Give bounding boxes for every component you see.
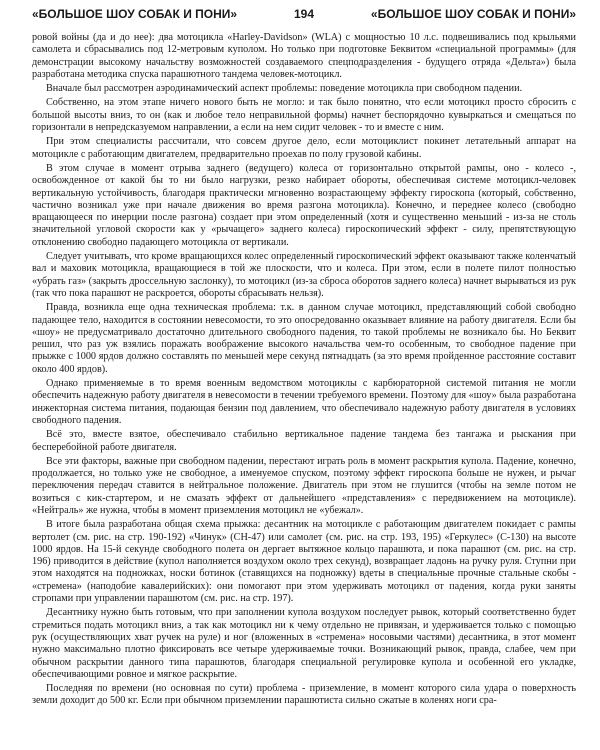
paragraph: В этом случае в момент отрыва заднего (ведущего) колеса от горизонтально открытой рампы, оно - колесо -, освобожденное от какой бы то ни было нагрузки, резко набирает обороты, обеспечивая системе мотоцикл-человек вертикальную устойчивость, благодаря практически мгновенно возрастающему эффекту гироскопа (который, собственно, частично возникал уже при начале движения во время разгона мотоцикла). Конечно, и переднее колесо (свободно вращающееся по инерции после разгона) создает при этом определенный (хотя и существенно меньший - из-за не столь значительной угловой скорости как у «рычащего» заднего колеса) гироскопический эффект - силу, препятствующую отклонению свободно падающего мотоцикла от вертикали.	[32, 162, 576, 248]
paragraph: Следует учитывать, что кроме вращающихся колес определенный гироскопический эффект оказывают также коленчатый вал и маховик мотоцикла, вращающиеся в той же плоскости, что и колеса. При этом, если в полете пилот полностью «убрать газ» (закрыть дроссельную заслонку), то мотоцикл (из-за сброса оборотов заднего колеса) начнет вырываться из рук (так что пока парашют не раскроется, обороты сбрасывать нельзя).	[32, 251, 576, 299]
paragraph: При этом специалисты рассчитали, что совсем другое дело, если мотоциклист покинет летательный аппарат на мотоцикле с работающим двигателем, предварительно проехав по полу грузовой кабины.	[32, 136, 576, 160]
body-text	[32, 32, 576, 708]
page-number: 194	[293, 7, 315, 21]
running-header	[32, 7, 576, 23]
header-right-title: «БОЛЬШОЕ ШОУ СОБАК И ПОНИ»	[370, 7, 576, 21]
paragraph: ровой войны (да и до нее): два мотоцикла «Harley-Davidson» (WLA) с мощностью 10 л.с. подвешивались под крыльями самолета и сбрасывались под 12-метровым куполом. Но только при подготовке Беквитом «специальной программы» (для демонстрации высокому начальству возможностей создаваемого спецподразделения - будущего отряда «Дельта») была разработана методика спуска парашютного тандема человек-мотоцикл.	[32, 32, 576, 80]
paragraph: Вначале был рассмотрен аэродинамический аспект проблемы: поведение мотоцикла при свободном падении.	[46, 83, 523, 95]
paragraph: Правда, возникла еще одна техническая проблема: т.к. в данном случае мотоцикл, представляющий собой свободно падающее тело, находится в состоянии невесомости, то это опосредованно оказывает влияние на работу двигателя. Если бы «шоу» не предусматривало достаточно длительного свободного падения, то такой проблемы не возникало бы. Но Беквит решил, что раз уж взялись поражать воображение высокого начальства чем-то особенным, то свободное падение при прыжке с 1000 ярдов должно составлять по меньшей мере секунд пятнадцать (за это время пройденное расстояние составит около 400 ярдов).	[32, 302, 576, 375]
paragraph: В итоге была разработана общая схема прыжка: десантник на мотоцикле с работающим двигателем покидает с рампы вертолет (см. рис. на стр. 190-192) «Чинук» (CH-47) или самолет (см. рис. на стр. 193, 195) «Геркулес» (C-130) на высоте 1000 ярдов. На 15-й секунде свободного полета он дергает вытяжное кольцо парашюта, и пока парашют (см. рис. на стр. 196) приводится в действие (купол наполняется воздухом около трех секунд), возвращает ладонь на ручку руля. Ступни при этом находятся на подножках, носки ботинок (ставящихся на подножку) вдеты в специальные прочные стальные скобы - «стремена» (наподобие кавалерийских): они помогают при этом удерживать мотоцикл от падения, когда руки заняты стропами при управлении парашютом (см. рис. на стр. 197).	[32, 519, 576, 605]
header-left-title: «БОЛЬШОЕ ШОУ СОБАК И ПОНИ»	[32, 7, 238, 21]
paragraph: Все эти факторы, важные при свободном падении, перестают играть роль в момент раскрытия купола. Падение, конечно, продолжается, но только уже не свободное, а именуемое спуском, поэтому эффект гироскопа больше не нужен, и рычаг переключения передач ставится в нейтральное положение. Двигатель при этом не глушится (чтобы на земле потом не возиться с кик-стартером, и не смазать эффект от дальнейшего «представления» с передвижением на мотоцикле). «Нейтраль» же нужна, чтобы в момент приземления мотоцикл не «убежал».	[32, 455, 576, 516]
paragraph: Однако применяемые в то время военным ведомством мотоциклы с карбюраторной системой питания не могли обеспечить надежную работу двигателя в невесомости в течении требуемого времени. Поэтому для «шоу» была разработана инжекторная система питания, подающая бензин под давлением, что обеспечивало надежную работу двигателя в условиях свободного падения.	[32, 378, 576, 426]
paragraph: Последняя по времени (но основная по сути) проблема - приземление, в момент которого сила удара о поверхность земли доходит до 500 кг. Если при обычном приземлении парашютиста сильно сжатые в коленях ноги сра-	[32, 683, 576, 707]
paragraph: Всё это, вместе взятое, обеспечивало стабильно вертикальное падение тандема без тангажа и рыскания при бесперебойной работе двигателя.	[32, 429, 576, 453]
paragraph: Десантнику нужно быть готовым, что при заполнении купола воздухом последует рывок, который соответственно будет стремиться подать мотоцикл вниз, а так как мотоцикл ни к чему отдельно не привязан, и удерживается только с помощью рук (осуществляющих хват ручек на руле) и ног (вложенных в «стремена» носовыми частями) десантника, в этот момент нужно максимально плотно фиксировать все четыре удерживаемые точки. Возникающий рывок, правда, слабее, чем при обычном раскрытии данного типа парашютов, благодаря специальной регулировке купола и особенной его укладке, обеспечивающими ровное и мягкое раскрытие.	[32, 607, 576, 680]
paragraph: Собственно, на этом этапе ничего нового быть не могло: и так было понятно, что если мотоцикл просто сбросить с большой высоты вниз, то он (как и любое тело неправильной формы) начнет беспорядочно кувыркаться и смещаться по горизонтали в непредсказуемом направлении, а если на нем сидит человек - то и вместе с ним.	[32, 97, 576, 134]
